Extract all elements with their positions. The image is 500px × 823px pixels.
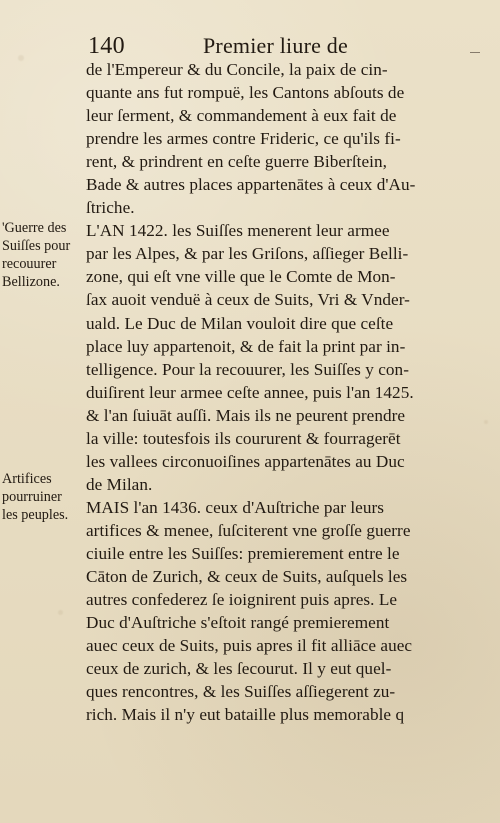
- text-line: artifices & menee, ſuſciterent vne groſſe guerre: [86, 520, 411, 540]
- text-line: de l'Empereur & du Concile, la paix de cin-: [86, 60, 388, 79]
- text-line: zone, qui eſt vne ville que le Comte de Mon-: [86, 267, 396, 287]
- text-line: uald. Le Duc de Milan vouloit dire que ceſte: [86, 313, 394, 333]
- margin-note-war: 'Guerre des Suiſſes pour recouurer Bellizone.: [2, 220, 71, 290]
- paper-spot: [18, 55, 24, 61]
- text-line: les vallees circonuoiſines appartenātes au Duc: [86, 451, 405, 471]
- text-line: ceux de zurich, & les ſecourut. Il y eut quel-: [86, 659, 392, 679]
- text-line: ſax auoit venduë à ceux de Suits, Vri & Vnder-: [86, 290, 410, 310]
- main-text-block: [86, 58, 466, 726]
- text-line: ciuile entre les Suiſſes: premierement entre le: [86, 543, 400, 563]
- text-line: & l'an ſuiuāt auſſi. Mais ils ne peurent prendre: [86, 405, 406, 425]
- text-line: rich. Mais il n'y eut bataille plus memorable q: [86, 705, 405, 725]
- page-header: [88, 34, 468, 58]
- text-line: autres confederez ſe ioignirent puis apres. Le: [86, 590, 398, 610]
- text-line: duiſirent leur armee ceſte annee, puis l'an 1425.: [86, 382, 414, 402]
- text-line: Bade & autres places appartenātes à ceux d'Au-: [86, 175, 416, 195]
- text-line: ques rencontres, & les Suiſſes aſſiegerent zu-: [86, 682, 396, 702]
- text-line: place luy appartenoit, & de fait la print par in-: [86, 336, 406, 356]
- page-number: 140: [88, 33, 125, 59]
- text-line: rent, & prindrent en ceſte guerre Biberſtein,: [86, 152, 387, 172]
- text-line: Duc d'Auſtriche s'eſtoit rangé premierement: [86, 613, 390, 633]
- paper-spot: [484, 420, 488, 424]
- running-title: Premier liure de: [203, 33, 348, 58]
- text-line: leur ſerment, & commandement à eux fait de: [86, 106, 397, 126]
- text-line: la ville: toutesfois ils coururent & fourragerēt: [86, 428, 401, 448]
- text-line: L'AN 1422. les Suiſſes menerent leur armee: [86, 221, 390, 241]
- paper-spot: [58, 610, 63, 615]
- text-line: de Milan.: [86, 474, 153, 494]
- text-line: prendre les armes contre Frideric, ce qu'ils fi-: [86, 129, 401, 149]
- text-line: MAIS l'an 1436. ceux d'Auſtriche par leurs: [86, 497, 385, 517]
- text-line: Cāton de Zurich, & ceux de Suits, auſquels les: [86, 567, 408, 587]
- header-mark: [470, 52, 480, 53]
- text-line: telligence. Pour la recouurer, les Suiſſes y con-: [86, 359, 409, 379]
- text-line: ſtriche.: [86, 198, 135, 218]
- text-line: quante ans fut rompuë, les Cantons abſouts de: [86, 83, 405, 103]
- text-line: par les Alpes, & par les Griſons, aſſieger Belli-: [86, 244, 409, 264]
- margin-note-artifices: Artifices pourruiner les peuples.: [2, 471, 69, 523]
- text-line: auec ceux de Suits, puis apres il fit alliāce auec: [86, 636, 413, 656]
